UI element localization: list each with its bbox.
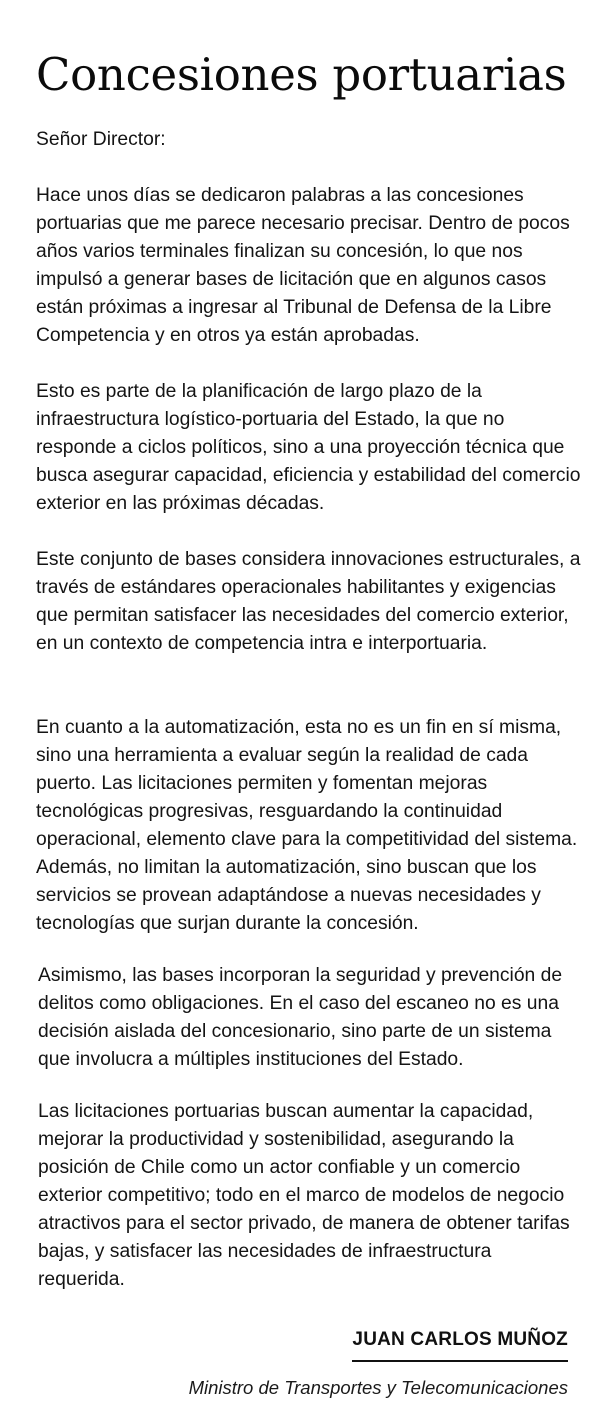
paragraph-1: Hace unos días se dedicaron palabras a las concesiones portuarias que me parece necesario precisar. Dentro de pocos años varios terminales finalizan su concesión, lo que nos impulsó a generar bases de licitación que en algunos casos están próximas a ingresar al Tribunal de Defensa de la Libre Competencia y en otros ya están aprobadas. bbox=[36, 185, 570, 346]
paragraph-2: Esto es parte de la planificación de largo plazo de la infraestructura logístico-portuaria del Estado, la que no responde a ciclos políticos, sino a una proyección técnica que busca asegurar capacidad, eficiencia y estabilidad del comercio exterior en las próximas décadas. bbox=[36, 381, 581, 514]
paragraph-3: Este conjunto de bases considera innovaciones estructurales, a través de estándares operacionales habilitantes y exigencias que permitan satisfacer las necesidades del comercio exterior, en un contexto de competencia intra e interportuaria. bbox=[36, 549, 581, 654]
paragraph-4: En cuanto a la automatización, esta no es un fin en sí misma, sino una herramienta a evaluar según la realidad de cada puerto. Las licitaciones permiten y fomentan mejoras tecnológicas progresivas, resguardando la continuidad operacional, elemento clave para la competitividad del sistema. Además, no limitan la automatización, sino buscan que los servicios se provean adaptándose a nuevas necesidades y tecnologías que surjan durante la concesión. bbox=[36, 717, 578, 934]
paragraph-5: Asimismo, las bases incorporan la seguridad y prevención de delitos como obligaciones. En el caso del escaneo no es una decisión aislada del concesionario, sino parte de un sistema que involucra a múltiples instituciones del Estado. bbox=[38, 965, 563, 1070]
salutation: Señor Director: bbox=[36, 129, 166, 150]
signature-name: JUAN CARLOS MUÑOZ bbox=[352, 1328, 568, 1362]
paragraph-6: Las licitaciones portuarias buscan aumentar la capacidad, mejorar la productividad y sostenibilidad, asegurando la posición de Chile como un actor confiable y un comercio exterior competitivo; todo en el marco de modelos de negocio atractivos para el sector privado, de manera de obtener tarifas bajas, y satisfacer las necesidades de infraestructura requerida. bbox=[38, 1101, 570, 1290]
letter-title: Concesiones portuarias bbox=[36, 48, 567, 101]
signature-block bbox=[189, 1328, 568, 1400]
signature-role: Ministro de Transportes y Telecomunicaciones bbox=[188, 1377, 568, 1398]
